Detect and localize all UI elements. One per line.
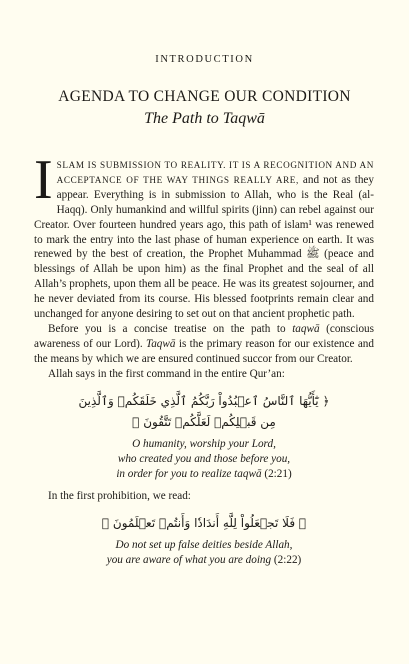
verse-1-translation-text: in order for you to realize taqwā [116, 467, 262, 480]
verse-2-translation-line-2 [34, 553, 374, 568]
verse-2-translation-text: you are aware of what you are doing [106, 553, 272, 566]
body-text [34, 149, 374, 568]
chapter-subtitle: The Path to Taqwā [144, 110, 265, 127]
opening-smallcaps: SLAM IS SUBMISSION TO REALITY. IT IS A RECOGNITION AND AN ACCEPTANCE OF THE WAY THINGS REALLY ARE, [56, 160, 374, 185]
paragraph-1-text: and not as they appear. Everything is in submission to Allah, who is the Real (al-Haqq). Only humankind and willful spirits (jinn) can rebel against our Creator. Over fourteen hundred years ago, this path of islam¹ was renewed to mark the entry into the last phase of human experience on earth. It was renewed by the best of creation, the Prophet Muhammad ﷺ (peace and blessings of Allah be upon him) as the final Prophet and the seal of all Allah’s prophets, upon them all be peace. He was its greatest sojourner, and he never deviated from its course. His blessed footprints remain clear and unchanged for anyone desiring to set out on that ancient prophetic path. [34, 173, 374, 321]
drop-cap: I [34, 149, 53, 211]
verse-1-reference: (2:21) [261, 467, 292, 480]
verse-1-translation-line-2: who created you and those before you, [117, 452, 291, 465]
running-head: INTRODUCTION [155, 54, 254, 65]
paragraph-2-text-b: (conscious awareness of our Lord). [34, 322, 374, 350]
paragraph-2-text-a: Before you is a concise treatise on the path to [48, 322, 293, 335]
verse-2-arabic: ﴿ فَلَا تَجۡعَلُواْ لِلَّهِ أَندَادٗا وَأَنتُمۡ تَعۡلَمُونَ ﴾ [101, 515, 307, 530]
verse-1-translation-line-3 [34, 467, 374, 482]
paragraph-2-text-c: is the primary reason for our existence and the means by which we are ensured continued succor from our Creator. [34, 337, 374, 365]
chapter-title: AGENDA TO CHANGE OUR CONDITION [58, 88, 351, 105]
paragraph-4: In the first prohibition, we read: [48, 489, 191, 502]
verse-1-arabic-line-2: مِن قَبۡلِكُمۡ لَعَلَّكُمۡ تَتَّقُونَ ﴾ [132, 414, 276, 429]
taqwa-term: taqwā [292, 322, 320, 335]
verse-2-reference: (2:22) [271, 553, 302, 566]
taqwa-term-cap: Taqwā [146, 337, 176, 350]
paragraph-2 [34, 322, 374, 367]
paragraph-1 [34, 149, 374, 322]
verse-1-arabic-line-1: ﴿ يَٰٓأَيُّهَا ٱلنَّاسُ ٱعۡبُدُواْ رَبَّكُمُ ٱلَّذِي خَلَقَكُمۡ وَٱلَّذِينَ [78, 393, 330, 408]
verse-2-translation-line-1: Do not set up false deities beside Allah, [115, 538, 293, 551]
paragraph-3: Allah says in the first command in the entire Qur’an: [48, 367, 285, 380]
verse-1-translation-line-1: O humanity, worship your Lord, [132, 437, 276, 450]
